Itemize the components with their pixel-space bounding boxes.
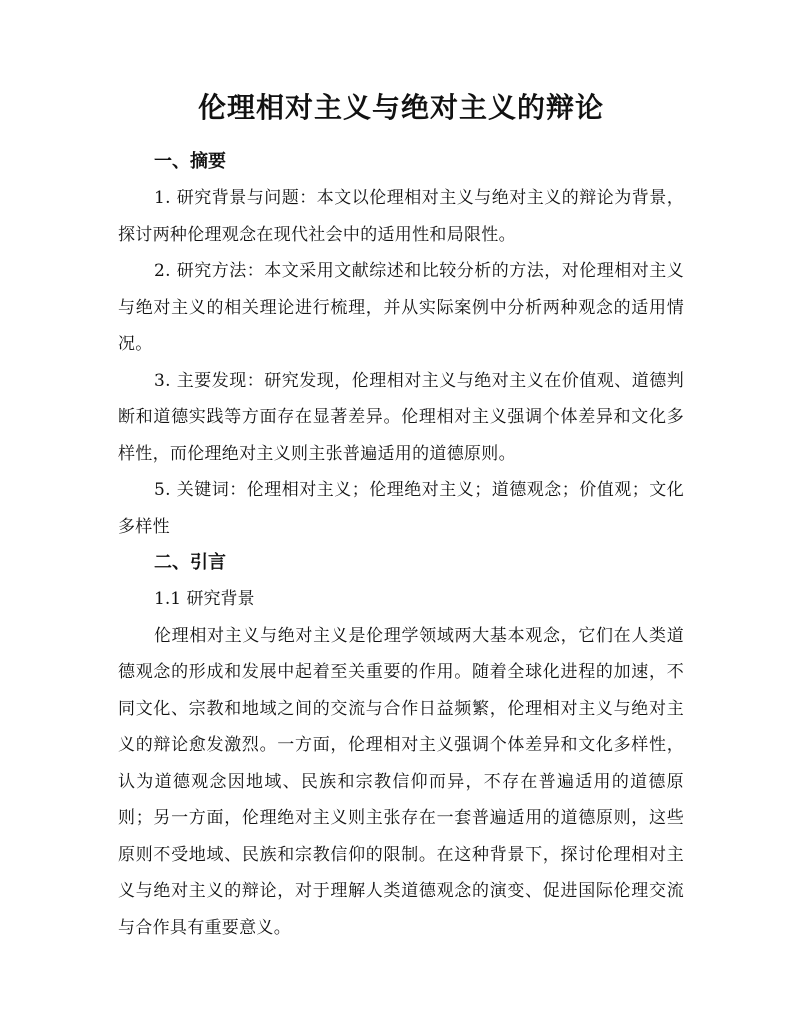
abstract-item-background: 1. 研究背景与问题：本文以伦理相对主义与绝对主义的辩论为背景，探讨两种伦理观念在现代社会中的适用性和局限性。 — [118, 188, 684, 245]
abstract-item-keywords: 5. 关键词：伦理相对主义；伦理绝对主义；道德观念；价值观；文化多样性 — [118, 480, 684, 537]
abstract-item-method: 2. 研究方法：本文采用文献综述和比较分析的方法，对伦理相对主义与绝对主义的相关理论进行梳理，并从实际案例中分析两种观念的适用情况。 — [118, 261, 684, 354]
section-heading-introduction: 二、引言 — [154, 552, 226, 573]
subsection-heading-background: 1.1 研究背景 — [154, 589, 255, 609]
section-heading-abstract: 一、摘要 — [154, 151, 226, 172]
document-page — [118, 88, 684, 946]
document-title: 伦理相对主义与绝对主义的辩论 — [197, 91, 604, 124]
introduction-paragraph: 伦理相对主义与绝对主义是伦理学领域两大基本观念，它们在人类道德观念的形成和发展中起着至关重要的作用。随着全球化进程的加速，不同文化、宗教和地域之间的交流与合作日益频繁，伦理相对主义与绝对主义的辩论愈发激烈。一方面，伦理相对主义强调个体差异和文化多样性，认为道德观念因地域、民族和宗教信仰而异，不存在普遍适用的道德原则；另一方面，伦理绝对主义则主张存在一套普遍适用的道德原则，这些原则不受地域、民族和宗教信仰的限制。在这种背景下，探讨伦理相对主义与绝对主义的辩论，对于理解人类道德观念的演变、促进国际伦理交流与合作具有重要意义。 — [118, 625, 684, 938]
abstract-item-findings: 3. 主要发现：研究发现，伦理相对主义与绝对主义在价值观、道德判断和道德实践等方面存在显著差异。伦理相对主义强调个体差异和文化多样性，而伦理绝对主义则主张普遍适用的道德原则。 — [118, 370, 684, 464]
